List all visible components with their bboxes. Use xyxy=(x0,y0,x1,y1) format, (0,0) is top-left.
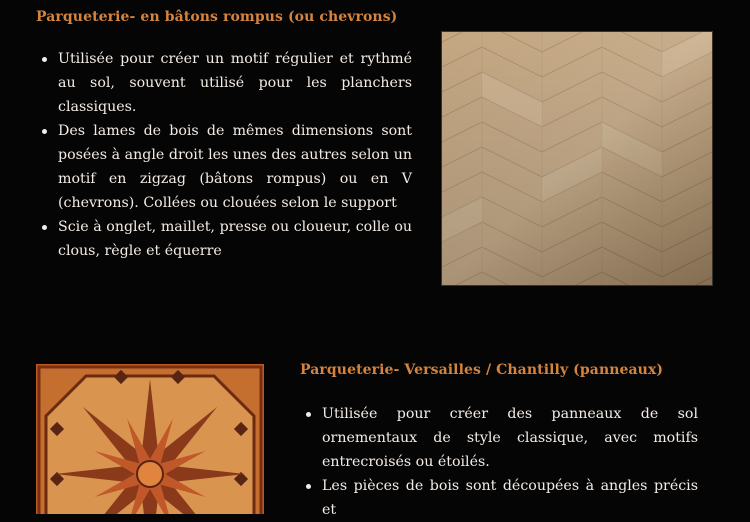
section-title-versailles: Parqueterie- Versailles / Chantilly (panneaux) xyxy=(300,362,664,378)
versailles-parquet-photo xyxy=(36,364,264,514)
bullet-list-versailles xyxy=(300,402,698,522)
chevron-parquet-photo xyxy=(441,31,713,286)
bullet-list-chevrons xyxy=(36,47,412,263)
bullet-item: Des lames de bois de mêmes dimensions sont posées à angle droit les unes des autres selon un motif en zigzag (bâtons rompus) ou en V (chevrons). Collées ou clouées selon le support xyxy=(36,119,412,215)
section-title-chevrons: Parqueterie- en bâtons rompus (ou chevrons) xyxy=(36,9,398,25)
bullet-item: Scie à onglet, maillet, presse ou cloueur, colle ou clous, règle et équerre xyxy=(36,215,412,263)
bullet-item: Utilisée pour créer un motif régulier et rythmé au sol, souvent utilisé pour les planchers classiques. xyxy=(36,47,412,119)
bullet-item: Utilisée pour créer des panneaux de sol ornementaux de style classique, avec motifs entrecroisés ou étoilés. xyxy=(300,402,698,474)
bullet-item: Les pièces de bois sont découpées à angles précis et xyxy=(300,474,698,522)
